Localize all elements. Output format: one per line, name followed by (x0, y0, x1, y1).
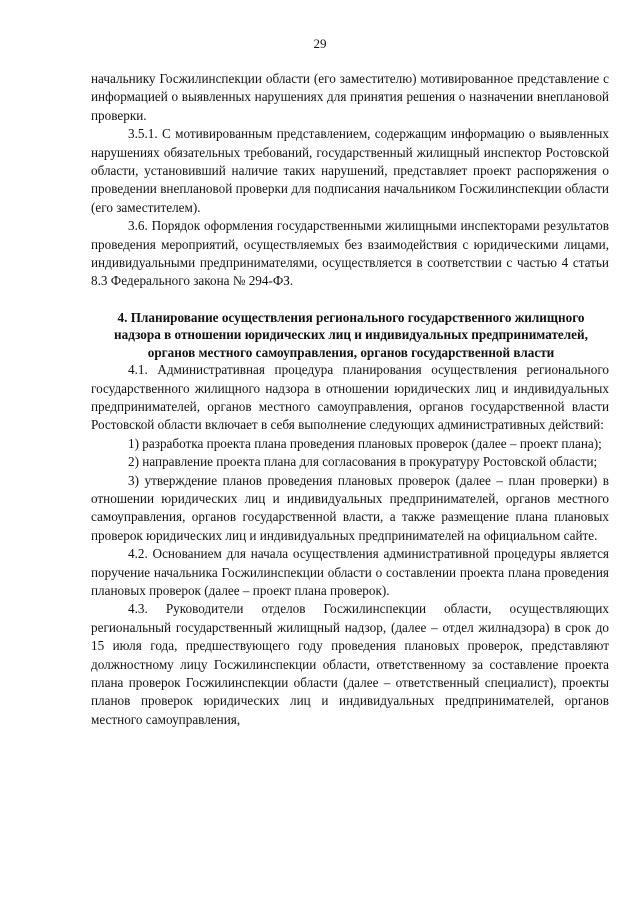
document-body (91, 70, 609, 729)
list-item-1: 1) разработка проекта плана проведения плановых проверок (далее – проект плана); (128, 435, 602, 451)
paragraph-4-3: 4.3. Руководители отделов Госжилинспекции области, осуществляющих региональный государственный жилищный надзор, (далее – отдел жилнадзора) в срок до 15 июля года, предшествующего году проведения плановых проверок, представляют должностному лицу Госжилинспекции области, ответственному за составление проекта плана проверок Госжилинспекции области (далее – ответственный специалист), проекты планов проверок юридических лиц и индивидуальных предпринимателей, органов местного самоуправления, (91, 601, 609, 727)
page-number: 29 (313, 36, 327, 51)
paragraph-3-5-1: 3.5.1. С мотивированным представлением, содержащим информацию о выявленных нарушениях обязательных требований, государственный жилищный инспектор Ростовской области, установивший наличие таких нарушений, представляет проект распоряжения о проведении внеплановой проверки для подписания начальником Госжилинспекции области (его заместителем). (91, 126, 609, 215)
paragraph-continuation: начальнику Госжилинспекции области (его заместителю) мотивированное представление с информацией о выявленных нарушениях для принятия решения о назначении внеплановой проверки. (91, 71, 609, 123)
paragraph-4-1: 4.1. Административная процедура планирования осуществления регионального государственного жилищного надзора в отношении юридических лиц и индивидуальных предпринимателей, органов местного самоуправления, органов государственной власти Ростовской области включает в себя выполнение следующих административных действий: (91, 362, 609, 433)
paragraph-4-2: 4.2. Основанием для начала осуществления административной процедуры является поручение начальника Госжилинспекции области о составлении проекта плана проведения плановых проверок (далее – проект плана проверок). (91, 546, 609, 598)
section-heading: 4. Планирование осуществления регионального государственного жилищного надзора в отношении юридических лиц и индивидуальных предпринимателей, органов местного самоуправления, органов государственной власти (114, 309, 588, 360)
paragraph-3-6: 3.6. Порядок оформления государственными жилищными инспекторами результатов проведения мероприятий, осуществляемых без взаимодействия с юридическими лицами, индивидуальными предпринимателями, осуществляется в соответствии с частью 4 статьи 8.3 Федерального закона № 294-ФЗ. (91, 218, 609, 289)
list-item-2: 2) направление проекта плана для согласования в прокуратуру Ростовской области; (128, 454, 598, 470)
list-item-3: 3) утверждение планов проведения плановых проверок (далее – план проверки) в отношении юридических лиц и индивидуальных предпринимателей, органов местного самоуправления, органов государственной власти, а также размещение плана плановых проверок юридических лиц и индивидуальных предпринимателей на официальном сайте. (91, 472, 609, 543)
section-spacer (91, 291, 609, 309)
